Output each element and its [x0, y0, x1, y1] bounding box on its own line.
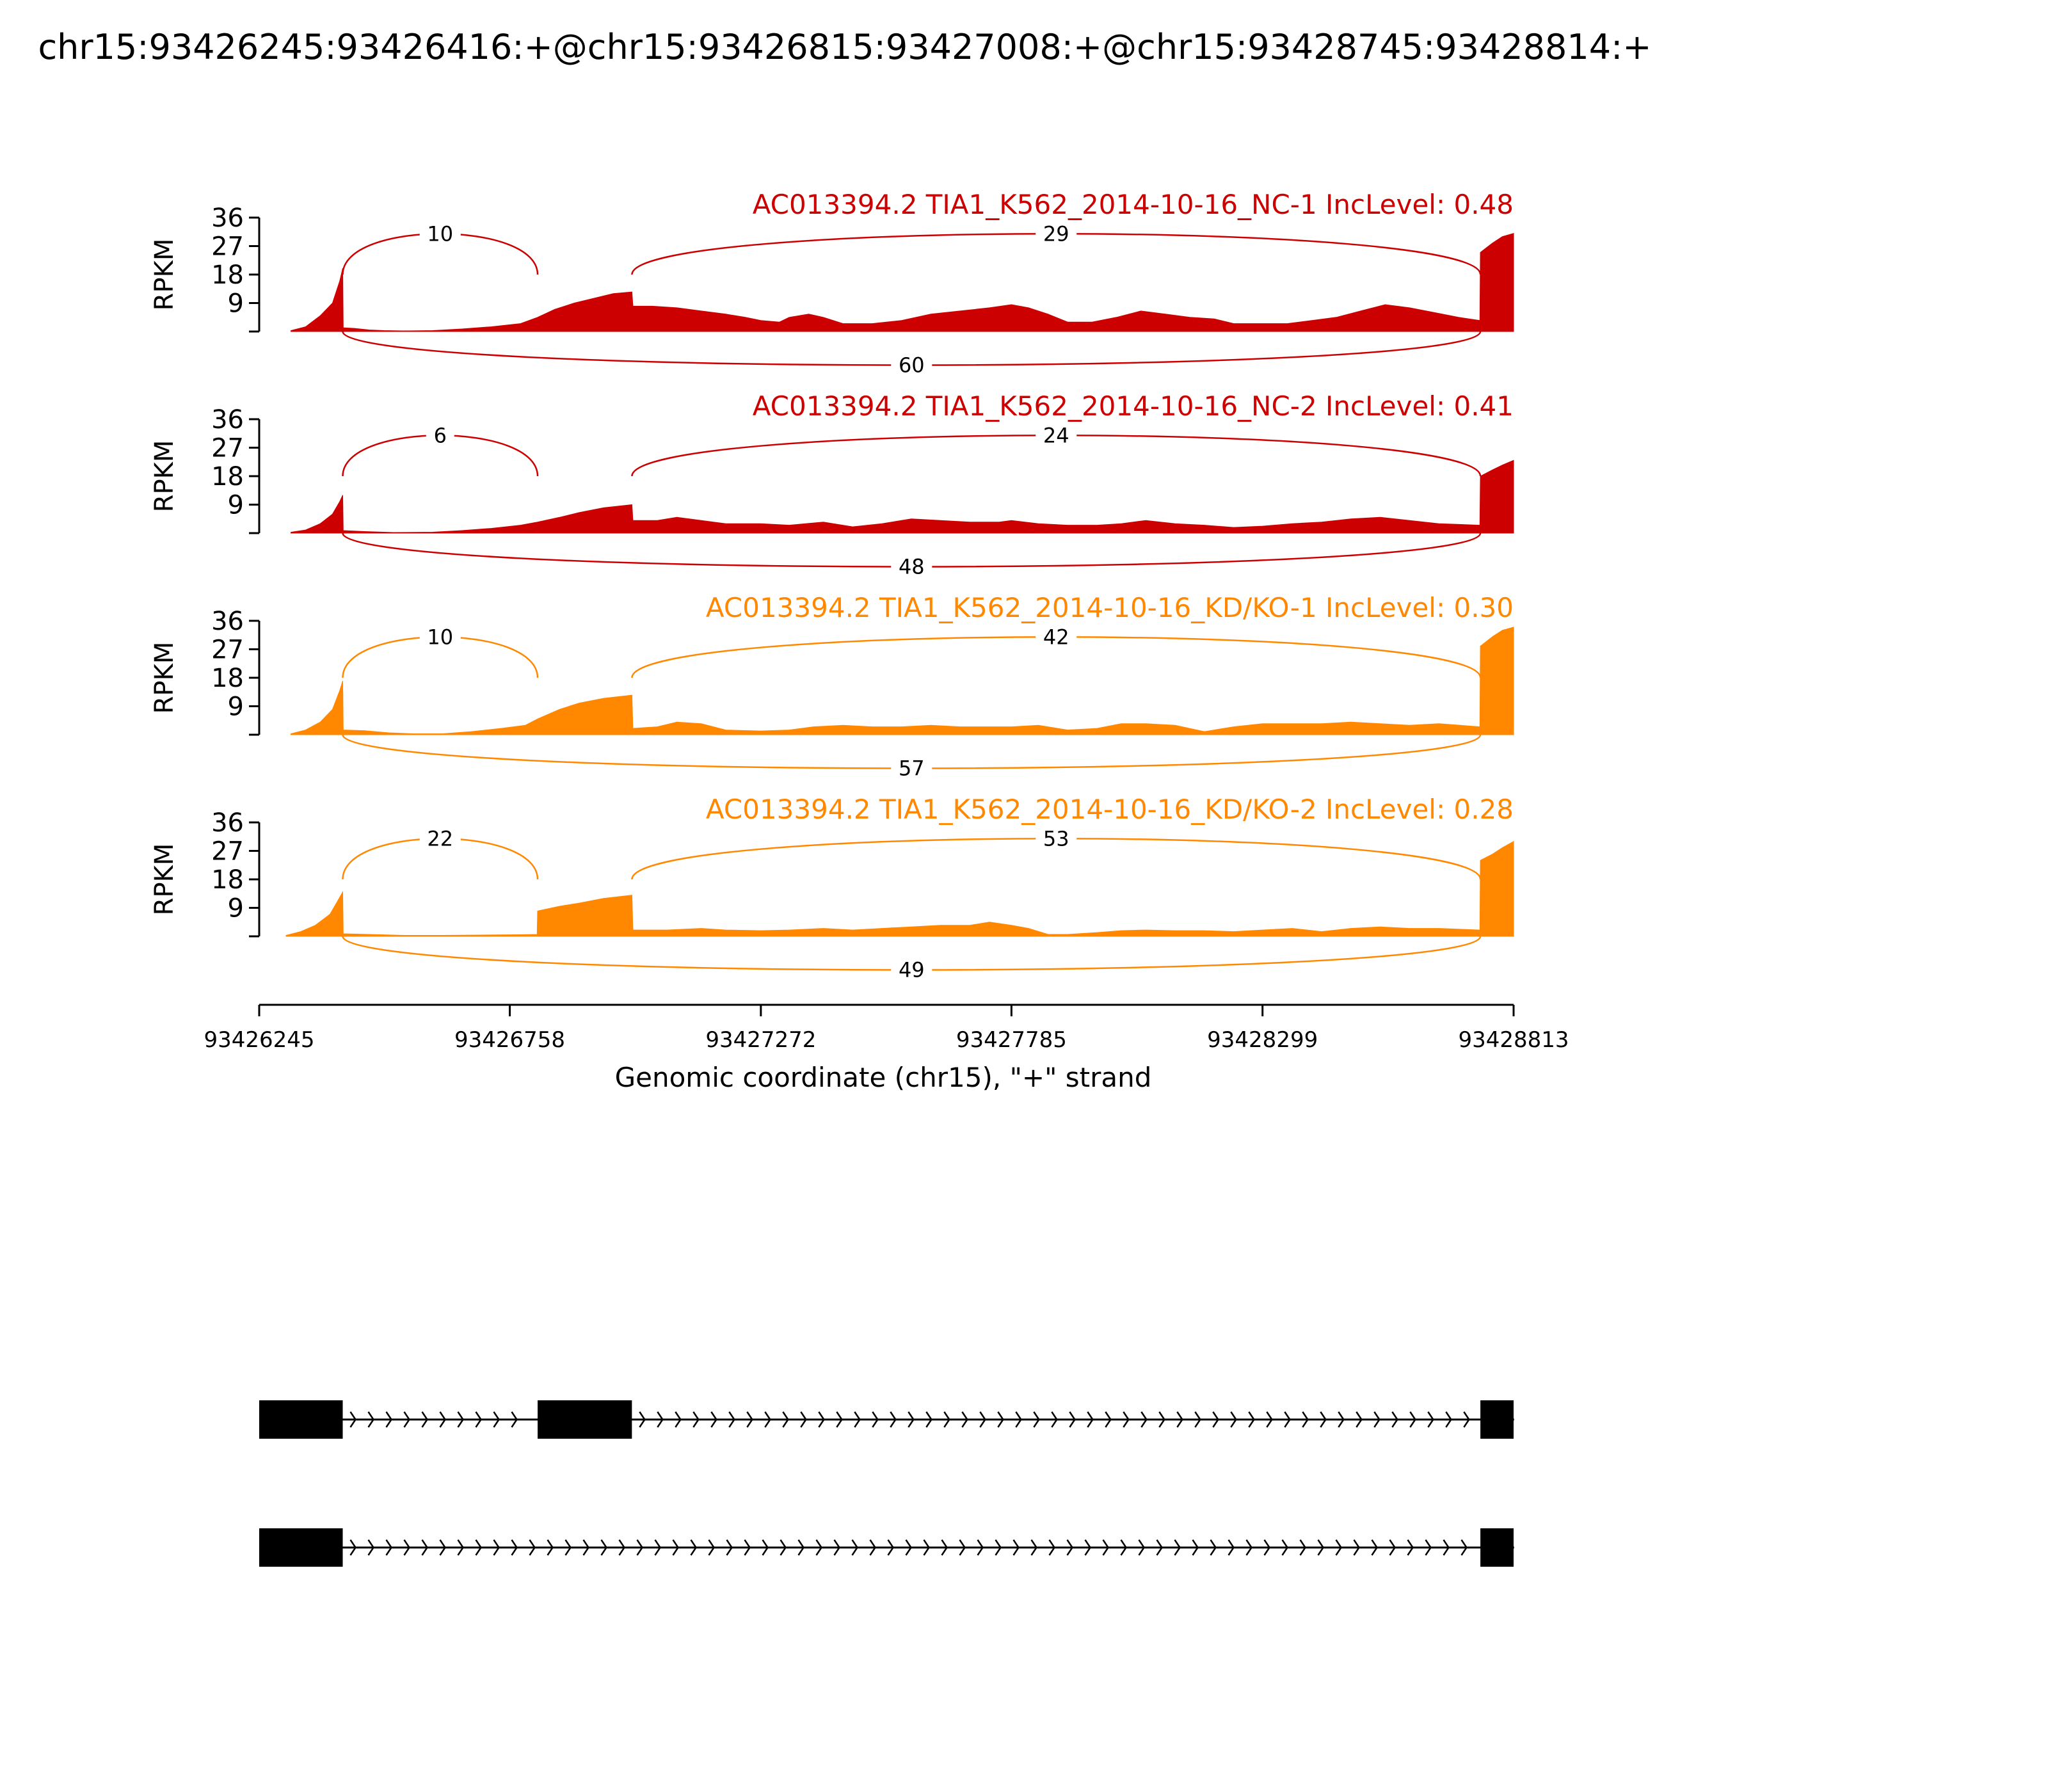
y-tick-label: 36 — [211, 607, 244, 636]
y-tick-label: 9 — [227, 490, 244, 520]
y-tick-label: 36 — [211, 405, 244, 435]
series-label: AC013394.2 TIA1_K562_2014-10-16_NC-1 IncLevel: 0.48 — [752, 189, 1514, 220]
y-axis-label: RPKM — [150, 440, 179, 513]
y-tick-label: 36 — [211, 204, 244, 233]
track-3 — [150, 592, 1514, 781]
y-tick-label: 9 — [227, 692, 244, 722]
x-tick-label: 93427785 — [956, 1027, 1067, 1053]
y-tick-label: 18 — [211, 260, 244, 290]
junction-count: 10 — [427, 221, 454, 246]
junction-count: 29 — [1043, 221, 1069, 246]
series-label: AC013394.2 TIA1_K562_2014-10-16_KD/KO-2 IncLevel: 0.28 — [705, 794, 1514, 825]
exon-block — [1480, 1400, 1514, 1439]
coverage-tracks — [150, 189, 1514, 983]
junction-count: 24 — [1043, 423, 1069, 448]
x-axis-label: Genomic coordinate (chr15), "+" strand — [614, 1062, 1152, 1093]
exon-block — [538, 1400, 632, 1439]
y-tick-label: 27 — [211, 232, 244, 262]
coverage-area — [286, 842, 1514, 936]
y-axis-label: RPKM — [150, 238, 179, 311]
isoform-2 — [259, 1528, 1514, 1567]
y-tick-label: 9 — [227, 289, 244, 319]
junction-count: 57 — [898, 756, 925, 781]
track-1 — [150, 189, 1514, 378]
series-label: AC013394.2 TIA1_K562_2014-10-16_KD/KO-1 IncLevel: 0.30 — [705, 592, 1514, 623]
y-tick-label: 18 — [211, 462, 244, 492]
junction-count: 49 — [898, 957, 925, 982]
figure-title: chr15:93426245:93426416:+@chr15:93426815:93427008:+@chr15:93428745:93428814:+ — [38, 27, 1652, 67]
isoform-models — [259, 1400, 1514, 1567]
y-tick-label: 18 — [211, 664, 244, 693]
track-2 — [150, 390, 1514, 580]
y-tick-label: 27 — [211, 836, 244, 867]
x-tick-label: 93428813 — [1458, 1027, 1569, 1053]
junction-count: 42 — [1043, 625, 1069, 650]
junction-count: 22 — [427, 826, 454, 851]
isoform-1 — [259, 1400, 1514, 1439]
junction-count: 48 — [898, 554, 925, 579]
y-axis-label: RPKM — [150, 843, 179, 916]
junction-count: 10 — [427, 625, 454, 650]
x-tick-label: 93426245 — [204, 1027, 315, 1053]
junction-count: 53 — [1043, 826, 1069, 851]
y-tick-label: 18 — [211, 865, 244, 895]
series-label: AC013394.2 TIA1_K562_2014-10-16_NC-2 IncLevel: 0.41 — [752, 390, 1514, 422]
x-tick-label: 93428299 — [1207, 1027, 1318, 1053]
coverage-area — [291, 627, 1514, 735]
track-4 — [150, 794, 1514, 983]
y-tick-label: 27 — [211, 635, 244, 665]
coverage-area — [291, 234, 1514, 332]
y-axis-label: RPKM — [150, 641, 179, 714]
exon-block — [259, 1528, 343, 1567]
x-axis — [204, 1005, 1569, 1053]
exon-block — [1480, 1528, 1514, 1567]
junction-count: 60 — [898, 353, 925, 378]
y-tick-label: 9 — [227, 893, 244, 924]
exon-block — [259, 1400, 343, 1439]
x-tick-label: 93427272 — [705, 1027, 817, 1053]
y-tick-label: 27 — [211, 433, 244, 463]
junction-count: 6 — [433, 423, 447, 448]
y-tick-label: 36 — [211, 808, 244, 838]
x-tick-label: 93426758 — [454, 1027, 566, 1053]
coverage-area — [291, 460, 1514, 533]
